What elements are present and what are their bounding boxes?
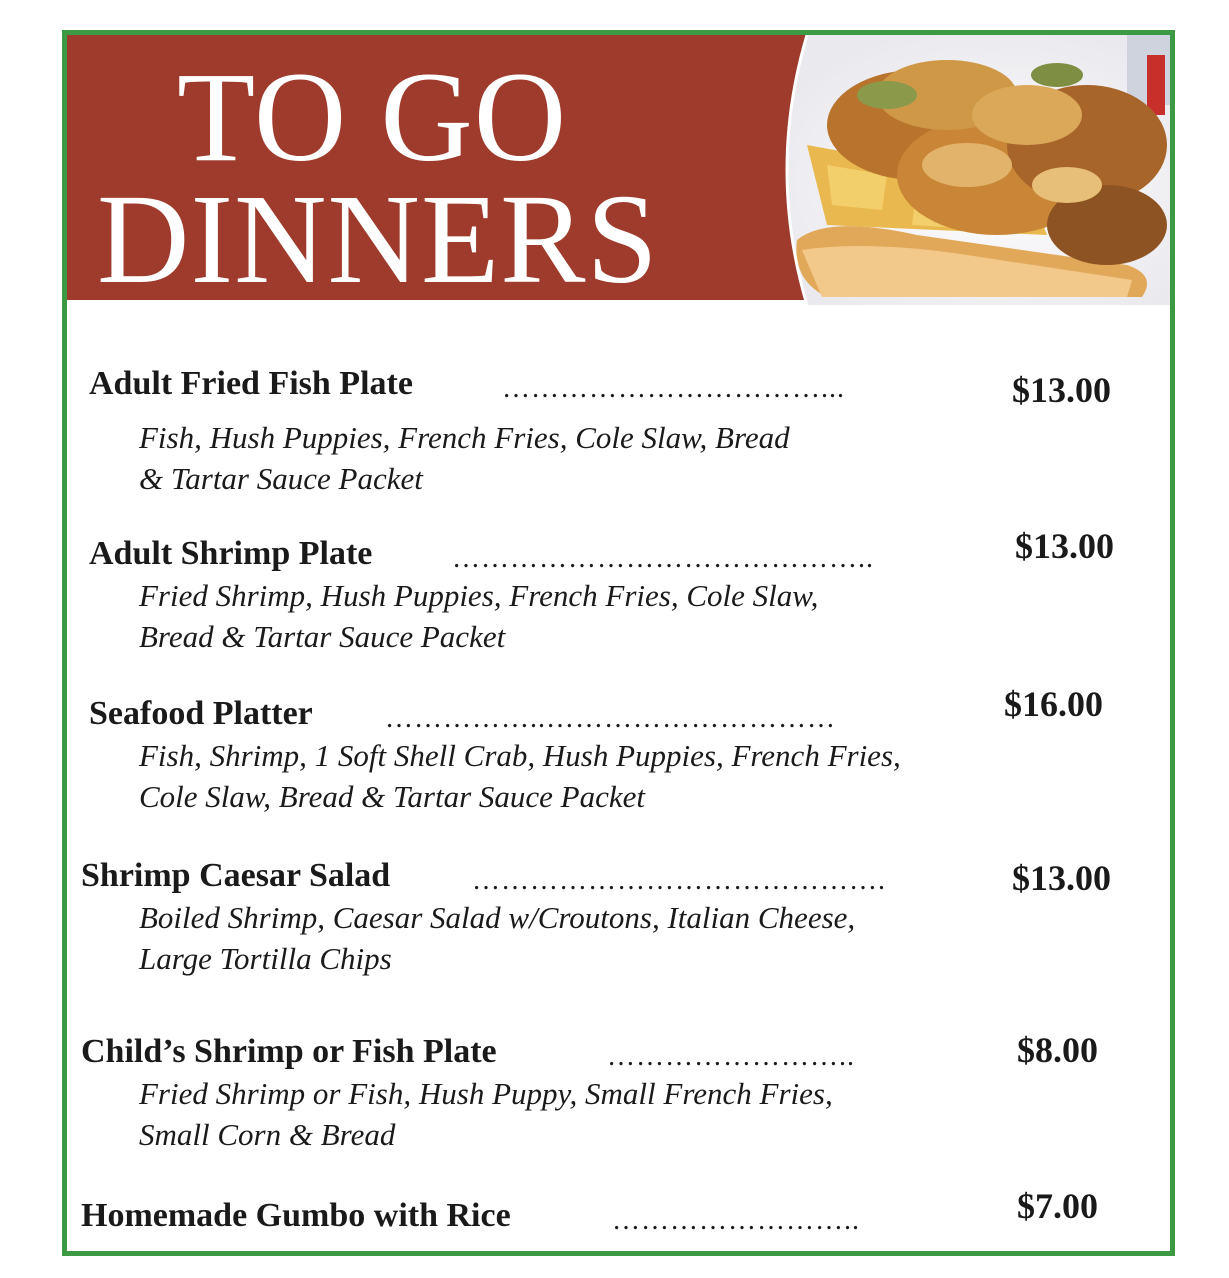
menu-item-description xyxy=(139,575,1099,657)
description-line-1: Fish, Shrimp, 1 Soft Shell Crab, Hush Puppies, French Fries, xyxy=(139,738,901,773)
description-line-2: Small Corn & Bread xyxy=(139,1117,396,1152)
dot-leader: ……………………………... xyxy=(502,373,845,404)
menu-item-price: $8.00 xyxy=(1017,1030,1098,1070)
menu-item-price: $16.00 xyxy=(1004,684,1103,724)
description-line-1: Boiled Shrimp, Caesar Salad w/Croutons, Italian Cheese, xyxy=(139,900,856,935)
menu-item-description xyxy=(139,1073,1099,1155)
menu-frame xyxy=(62,30,1175,1256)
menu-item-name: Homemade Gumbo with Rice xyxy=(81,1197,511,1234)
dot-leader: ……………………………………. xyxy=(472,865,886,896)
menu-item-price: $7.00 xyxy=(1017,1186,1098,1226)
menu-item-name: Shrimp Caesar Salad xyxy=(81,857,391,894)
description-line-2: & Tartar Sauce Packet xyxy=(139,461,423,496)
header-banner xyxy=(67,35,1170,305)
menu-item-description xyxy=(139,417,1099,499)
description-line-2: Large Tortilla Chips xyxy=(139,941,392,976)
menu-item-description xyxy=(139,897,1099,979)
menu-item-description xyxy=(139,735,1099,817)
fried-fish-plate-photo xyxy=(767,35,1170,305)
description-line-1: Fried Shrimp or Fish, Hush Puppy, Small French Fries, xyxy=(139,1076,833,1111)
dot-leader: …………………….. xyxy=(607,1041,855,1072)
menu-item-name: Child’s Shrimp or Fish Plate xyxy=(81,1033,497,1070)
dot-leader: …………………….. xyxy=(612,1205,860,1236)
menu-item-name: Seafood Platter xyxy=(89,695,313,732)
dot-leader: …………………………………….. xyxy=(452,543,874,574)
menu-item-price: $13.00 xyxy=(1012,370,1111,410)
menu-item-name: Adult Shrimp Plate xyxy=(89,535,373,572)
title-line-2: DINNERS xyxy=(97,168,659,305)
menu-item-price: $13.00 xyxy=(1015,526,1114,566)
description-line-1: Fried Shrimp, Hush Puppies, French Fries, Cole Slaw, xyxy=(139,578,819,613)
description-line-1: Fish, Hush Puppies, French Fries, Cole Slaw, Bread xyxy=(139,420,790,455)
menu-item-name: Adult Fried Fish Plate xyxy=(89,365,413,402)
menu-item-price: $13.00 xyxy=(1012,858,1111,898)
description-line-2: Cole Slaw, Bread & Tartar Sauce Packet xyxy=(139,779,645,814)
dot-leader: ……………..………………………… xyxy=(385,703,836,734)
title-line-1: TO GO xyxy=(177,46,568,188)
description-line-2: Bread & Tartar Sauce Packet xyxy=(139,619,506,654)
